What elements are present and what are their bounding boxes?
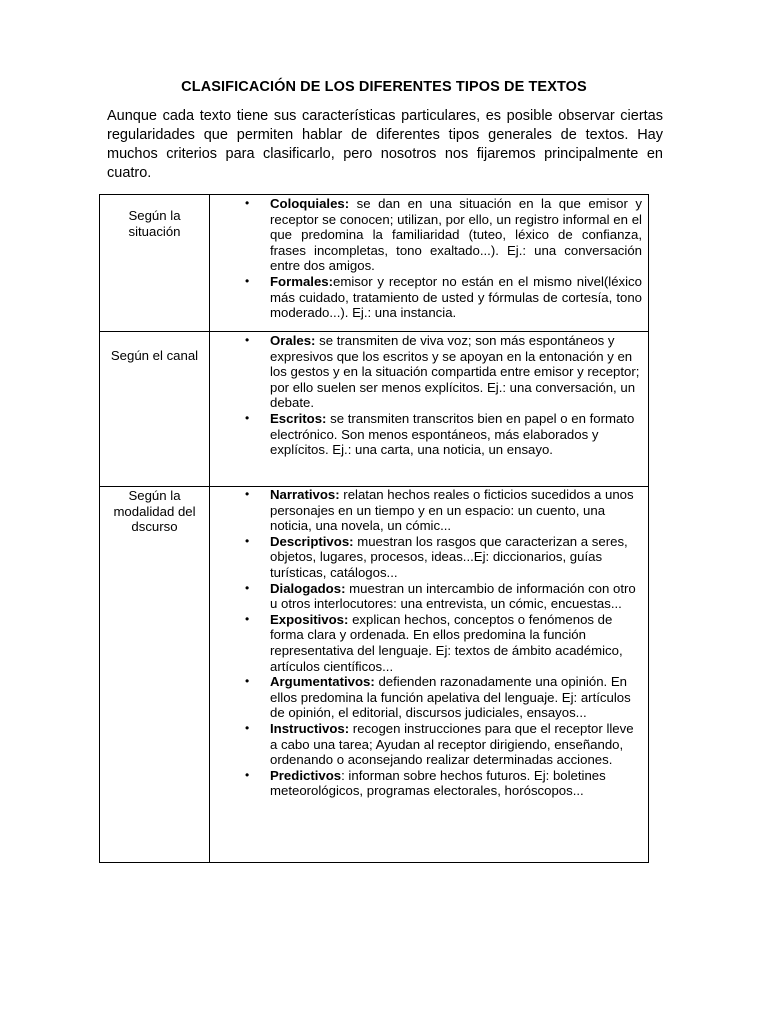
types-cell (210, 332, 649, 487)
criterion-cell (100, 332, 210, 487)
bullet-icon: • (245, 487, 250, 501)
type-description: relatan hechos reales o ficticios sucedidos a unos personajes en un tiempo y en un espacio: un cuento, una noticia, una novela, un cómic... (270, 487, 634, 534)
criterion-label: Según la modalidad del dscurso (113, 488, 196, 535)
list-item (210, 196, 642, 274)
type-description: defienden razonadamente una opinión. En ellos predomina la función apelativa del lenguaje. Ej: artículos de opinión, el editorial, discursos judiciales, ensayos... (270, 674, 631, 721)
types-cell (210, 195, 649, 332)
bullet-icon: • (245, 674, 250, 689)
list-item (210, 581, 642, 612)
bullet-icon: • (245, 533, 250, 548)
classification-table (99, 194, 649, 863)
bullet-icon: • (245, 410, 250, 425)
bullet-icon: • (245, 580, 250, 595)
intro-paragraph: Aunque cada texto tiene sus características particulares, es posible observar ciertas regularidades que permiten hablar de diferentes tipos generales de textos. Hay muchos criterios para clasificarlo, pero nosotros nos fijaremos principalmente en cuatro. (107, 108, 663, 181)
bullet-icon: • (245, 333, 250, 347)
bullet-icon: • (245, 767, 250, 782)
list-item (210, 674, 642, 721)
document-title: CLASIFICACIÓN DE LOS DIFERENTES TIPOS DE TEXTOS (181, 79, 587, 95)
list-item (210, 274, 642, 321)
list-item (210, 487, 642, 534)
list-item (210, 768, 642, 799)
type-term: Formales: (270, 273, 334, 289)
type-description: emisor y receptor no están en el mismo nivel(léxico más cuidado, tratamiento de usted y fórmulas de cortesía, tono moderado...). Ej.: una instancia. (270, 273, 642, 321)
table-row (100, 195, 649, 332)
type-description: muestran un intercambio de información con otro u otros interlocutores: una entrevista, un cómic, encuestas... (270, 580, 636, 612)
type-description: se dan en una situación en la que emisor y receptor se conocen; utilizan, por ello, un registro informal en el que predomina la familiaridad (tuteo, léxico de confianza, frases incompletas, tono exaltado...). Ej.: una conversación entre dos amigos. (270, 196, 642, 274)
list-item (210, 411, 642, 458)
type-term: Instructivos: (270, 720, 350, 736)
criterion-label: Según la situación (128, 208, 181, 239)
type-term: Argumentativos: (270, 674, 375, 690)
type-term: Predictivos (270, 767, 342, 783)
bullet-icon: • (245, 720, 250, 735)
types-cell (210, 487, 649, 863)
type-description: muestran los rasgos que caracterizan a seres, objetos, lugares, procesos, ideas...Ej: diccionarios, guías turísticas, catálogos... (270, 533, 628, 580)
type-term: Orales: (270, 333, 316, 348)
bullet-icon: • (245, 611, 250, 626)
type-term: Coloquiales: (270, 196, 350, 211)
type-term: Expositivos: (270, 611, 349, 627)
criterion-cell (100, 487, 210, 863)
type-term: Escritos: (270, 410, 327, 426)
criterion-cell (100, 195, 210, 332)
list-item (210, 721, 642, 768)
list-item (210, 534, 642, 581)
type-term: Dialogados: (270, 580, 346, 596)
type-term: Descriptivos: (270, 533, 354, 549)
type-description: se transmiten de viva voz; son más espontáneos y expresivos que los escritos y se apoyan en la entonación y en los gestos y en la situación compartida entre emisor y receptor; por ello suelen ser menos explícitos. Ej.: una conversación, un debate. (270, 333, 640, 411)
criterion-label: Según el canal (110, 348, 199, 363)
type-description: : informan sobre hechos futuros. Ej: boletines meteorológicos, programas electorales, horóscopos... (270, 767, 606, 799)
table-row (100, 487, 649, 863)
type-term: Narrativos: (270, 487, 340, 502)
bullet-icon: • (245, 273, 250, 288)
type-description: se transmiten transcritos bien en papel o en formato electrónico. Son menos espontáneos, más elaborados y explícitos. Ej.: una carta, una noticia, un ensayo. (270, 410, 635, 458)
type-description: recogen instrucciones para que el receptor lleve a cabo una tarea; Ayudan al receptor dirigiendo, enseñando, ordenando o aconsejando realizar determinadas acciones. (270, 720, 634, 768)
table-row (100, 332, 649, 487)
bullet-icon: • (245, 196, 250, 210)
type-description: explican hechos, conceptos o fenómenos de forma clara y ordenada. En ellos predomina la función representativa del lenguaje. Ej: textos de ámbito académico, artículos científicos... (270, 611, 623, 674)
list-item (210, 333, 642, 411)
list-item (210, 612, 642, 674)
